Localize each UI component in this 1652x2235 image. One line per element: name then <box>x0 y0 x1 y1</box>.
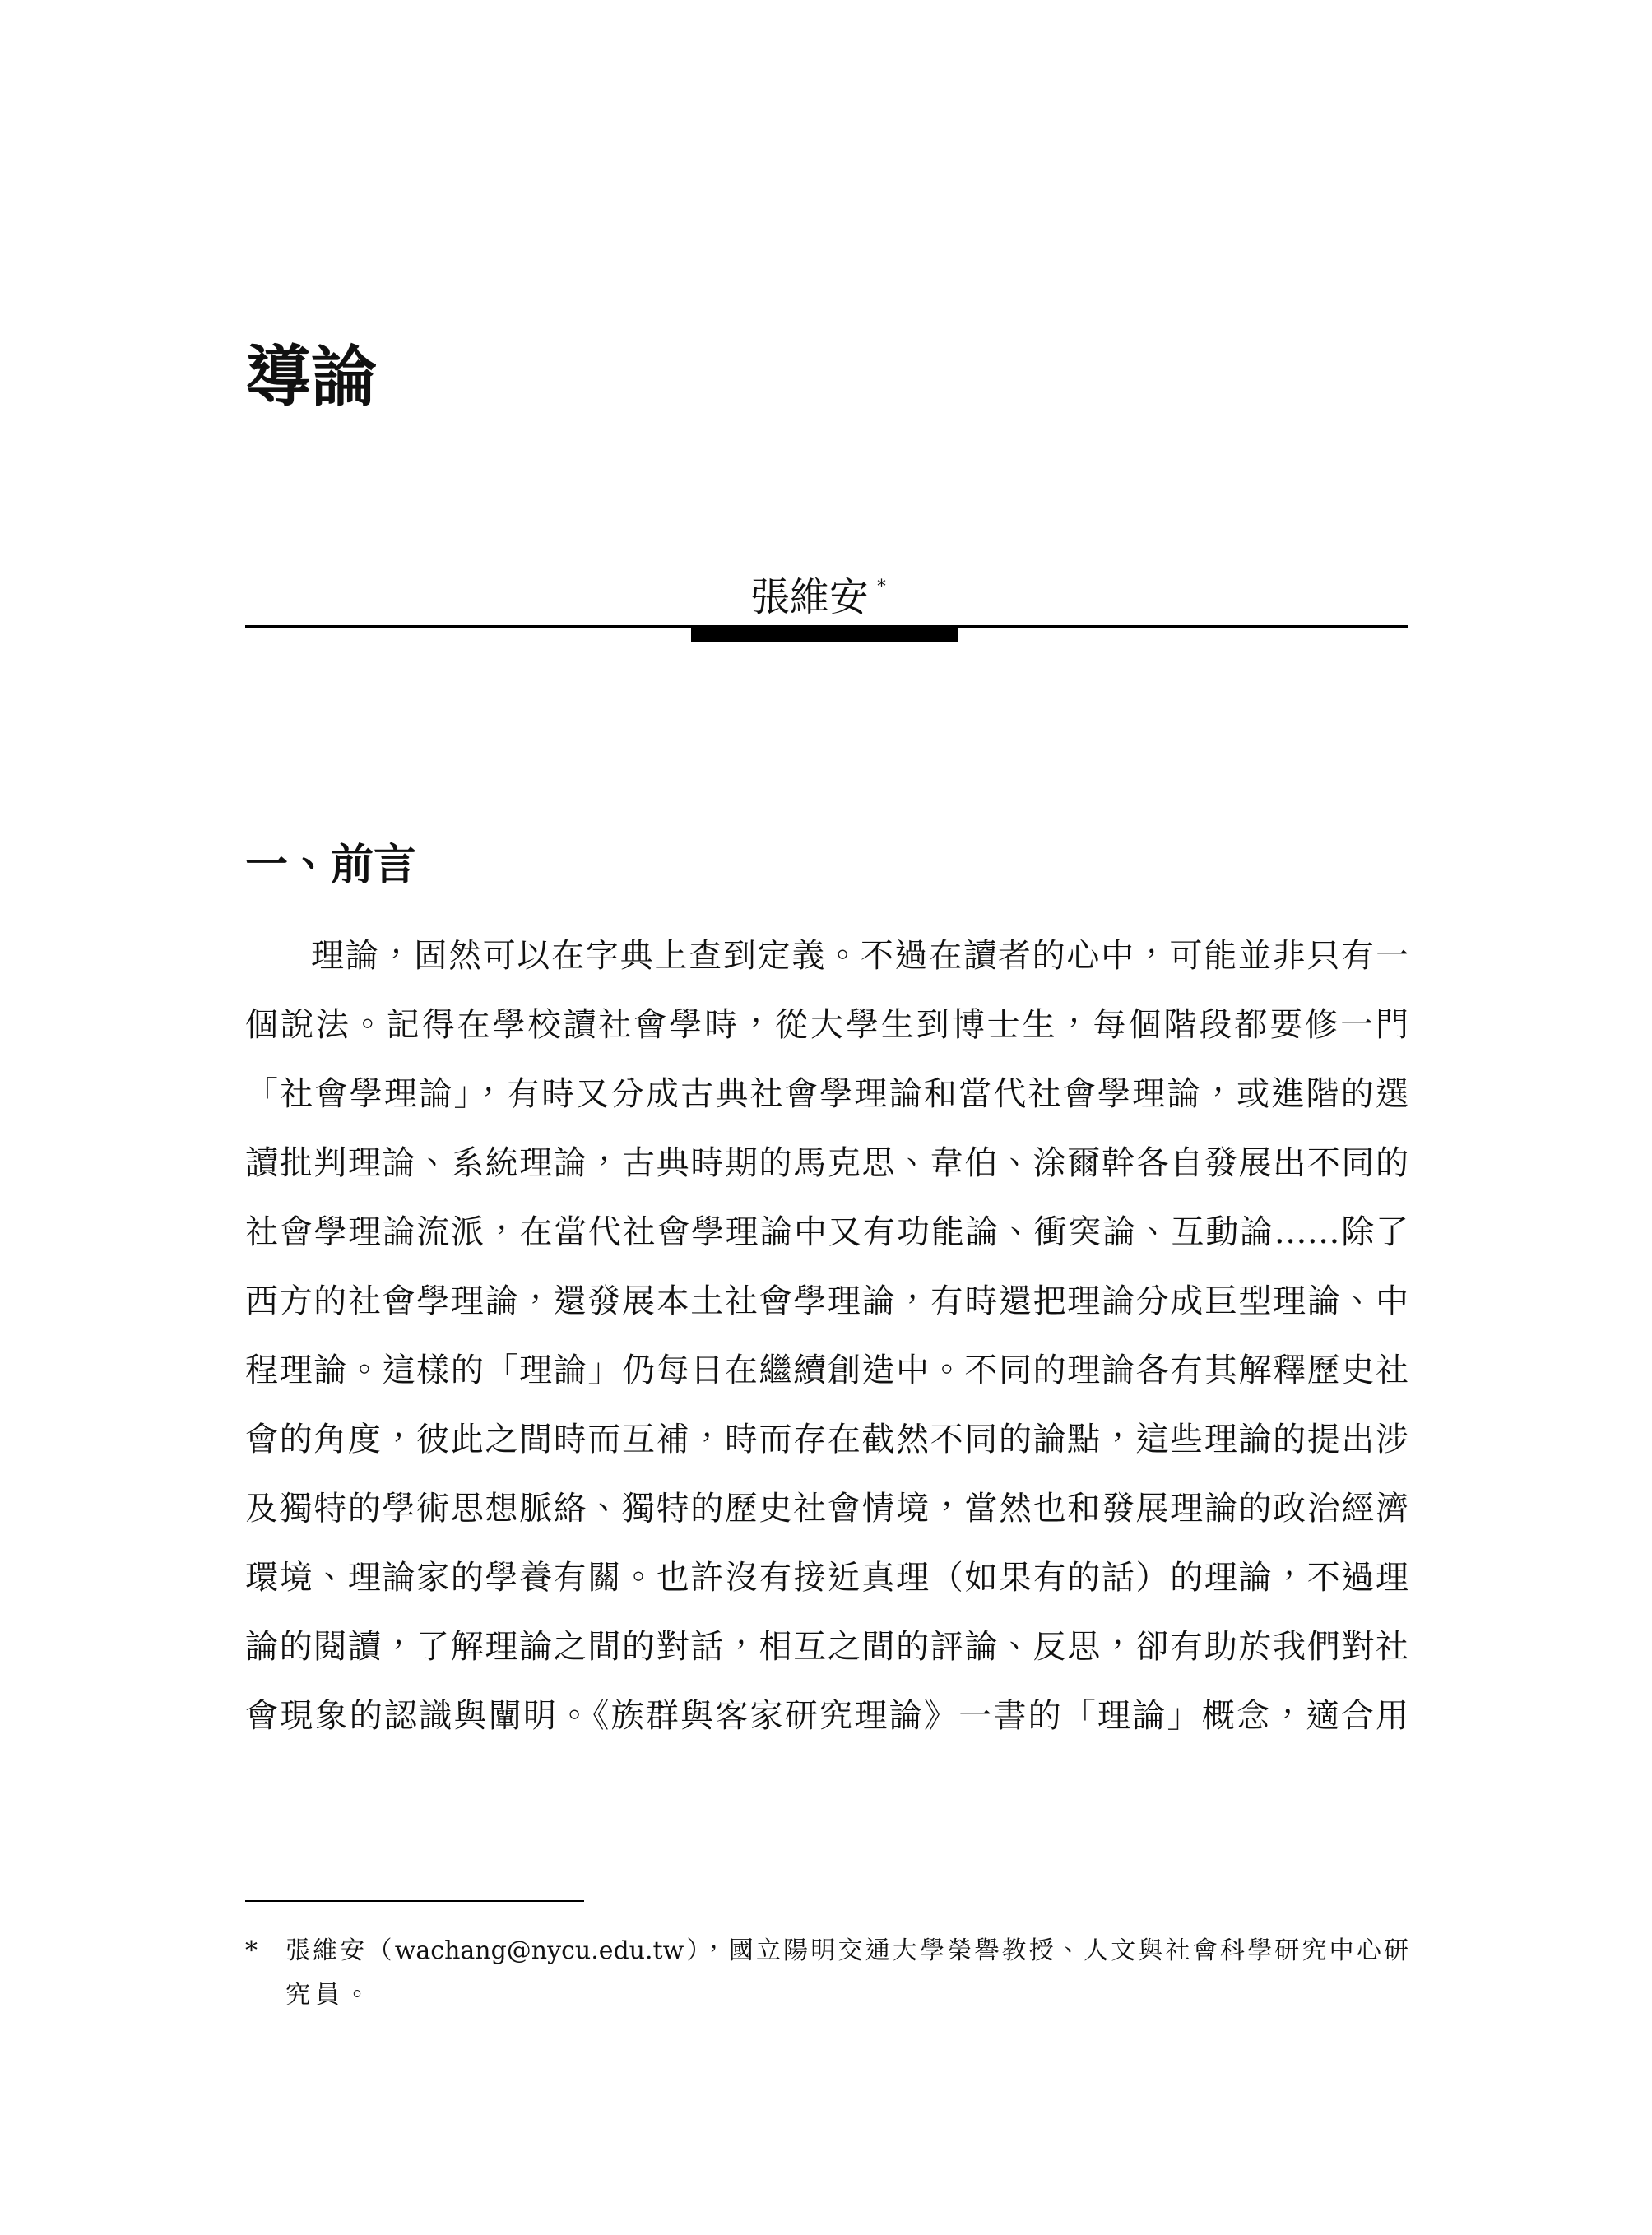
paragraph-line: 讀批判理論、系統理論，古典時期的馬克思、韋伯、涂爾幹各自發展出不同的 <box>245 1144 1408 1182</box>
author-name: 張維安 <box>750 574 870 620</box>
author-byline <box>750 563 886 622</box>
section-heading: 一、前言 <box>245 840 417 890</box>
paragraph-line: 社會學理論流派，在當代社會學理論中又有功能論、衝突論、互動論……除了 <box>245 1213 1408 1251</box>
paragraph-line: 西方的社會學理論，還發展本土社會學理論，有時還把理論分成巨型理論、中 <box>245 1282 1408 1320</box>
paragraph-line: 「社會學理論」，有時又分成古典社會學理論和當代社會學理論，或進階的選 <box>245 1075 1408 1113</box>
author-footnote-mark: * <box>877 577 887 597</box>
chapter-title: 導論 <box>245 338 377 415</box>
paragraph-line: 及獨特的學術思想脈絡、獨特的歷史社會情境，當然也和發展理論的政治經濟 <box>245 1490 1408 1528</box>
body-paragraph <box>245 921 1408 1750</box>
paragraph-line: 理論，固然可以在字典上查到定義。不過在讀者的心中，可能並非只有一 <box>311 937 1408 975</box>
paragraph-line: 程理論。這樣的「理論」仍每日在繼續創造中。不同的理論各有其解釋歷史社 <box>245 1352 1408 1389</box>
paragraph-line: 會的角度，彼此之間時而互補，時而存在截然不同的論點，這些理論的提出涉 <box>245 1421 1408 1458</box>
title-divider-bar <box>691 625 958 642</box>
footnote-mark: * <box>245 1936 258 1965</box>
paragraph-line: 個說法。記得在學校讀社會學時，從大學生到博士生，每個階段都要修一門 <box>245 1006 1408 1044</box>
footnote-text-line: 究員。 <box>285 1981 374 2010</box>
footnote-separator <box>245 1900 584 1902</box>
paragraph-line: 會現象的認識與闡明。《族群與客家研究理論》一書的「理論」概念，適合用 <box>245 1697 1408 1735</box>
paragraph-line: 論的閱讀，了解理論之間的對話，相互之間的評論、反思，卻有助於我們對社 <box>245 1628 1408 1666</box>
paragraph-line: 環境、理論家的學養有關。也許沒有接近真理（如果有的話）的理論，不過理 <box>245 1559 1408 1597</box>
footnote-text-line: 張維安（wachang@nycu.edu.tw），國立陽明交通大學榮譽教授、人文與社會科學研究中心研 <box>285 1936 1408 1965</box>
